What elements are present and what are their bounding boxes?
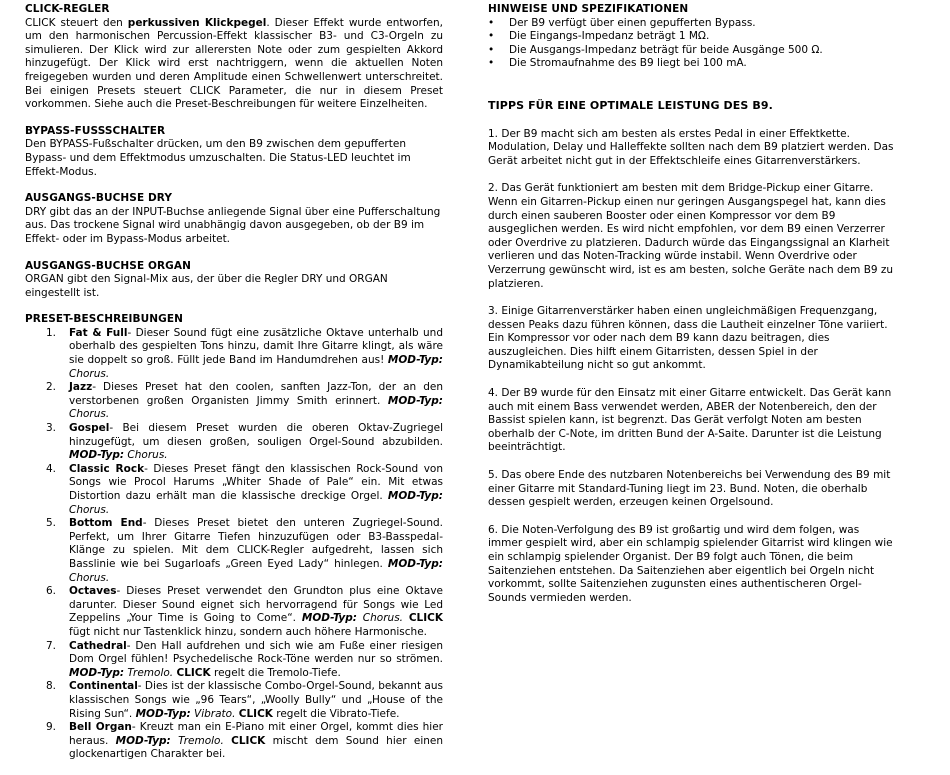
- section-heading: AUSGANGS-BUCHSE DRY: [25, 192, 173, 205]
- click-label: CLICK: [238, 707, 273, 720]
- preset-desc: - Dieses Preset bietet den unteren Zugriegel-Sound. Perfekt, um Ihrer Gitarre Tiefen hinzuzufügen oder B3-Basspedal-Klänge zu spielen. Mit dem CLICK-Regler aufgedreht, lassen sich Basslinie wie bei Sugarloafs „Green Eyed Lady“ hinlegen.: [69, 517, 443, 570]
- tip-item: 2. Das Gerät funktioniert am besten mit dem Bridge-Pickup einer Gitarre. Wenn ein Gitarren-Pickup einen nur geringen Ausgangspegel hat, kann dies durch einen sauberen Booster oder einen Kompressor vor dem B9 ausgeglichen werden. Es wird nicht empfohlen, vor dem B9 einen Verzerrer oder Overdrive zu platzieren. Dadurch würde das Eingangssignal an Klarheit verlieren und das Noten-Tracking würde instabil. Wenn Overdrive oder Verzerrung gewünscht wird, ist es am besten, solche Geräte nach dem B9 zu platzieren.: [488, 182, 894, 290]
- preset-desc-tail: fügt nicht nur Tastenklick hinzu, sondern auch höhere Harmonische.: [69, 625, 427, 638]
- preset-item: [25, 640, 443, 681]
- click-label: CLICK: [231, 734, 266, 747]
- preset-number: 3.: [46, 422, 57, 435]
- click-label: CLICK: [408, 612, 443, 625]
- section-bypass: [25, 125, 443, 179]
- preset-number: 7.: [46, 639, 57, 652]
- preset-desc: - Dieser Sound fügt eine zusätzliche Oktave unterhalb und oberhalb des gespielten Tons hinzu, damit Ihre Gitarre klingt, als wäre sie doppelt so groß. Füllt jede Band im Handumdrehen aus!: [69, 326, 443, 367]
- mod-label: MOD-Typ:: [301, 612, 357, 625]
- spec-text: Die Eingangs-Impedanz beträgt 1 MΩ.: [509, 30, 710, 43]
- preset-item: [25, 463, 443, 517]
- mod-value: Tremolo.: [170, 734, 232, 747]
- preset-desc: - Dieses Preset hat den coolen, sanften Jazz-Ton, der an den verstorbenen großen Organisten Jimmy Smith erinnert.: [69, 381, 443, 407]
- spec-item: [488, 44, 896, 58]
- mod-label: MOD-Typ:: [387, 490, 443, 502]
- spec-list: [488, 17, 896, 71]
- bullet-icon: •: [488, 16, 495, 29]
- mod-label: MOD-Typ:: [387, 557, 443, 570]
- preset-desc: - Kreuzt man ein E-Piano mit einer Orgel, kommt dies hier heraus.: [69, 721, 443, 747]
- section-body: [25, 17, 443, 112]
- spec-text: Die Stromaufnahme des B9 liegt bei 100 mA.: [509, 57, 747, 70]
- preset-name: Classic Rock: [69, 462, 145, 475]
- preset-number: 8.: [46, 680, 57, 693]
- mod-label: MOD-Typ:: [69, 666, 125, 679]
- tip-item: 5. Das obere Ende des nutzbaren Notenbereichs bei Verwendung des B9 mit einer Gitarre mit Standard-Tuning liegt im 23. Bund. Noten, die oberhalb dessen gespielt werden, erzeugen keinen Orgelsound.: [488, 469, 891, 509]
- click-label: CLICK: [176, 666, 211, 679]
- spec-item: [488, 30, 896, 44]
- mod-label: MOD-Typ:: [387, 394, 443, 407]
- preset-name: Jazz: [69, 381, 93, 394]
- preset-name: Bell Organ: [69, 721, 132, 734]
- preset-name: Octaves: [69, 585, 117, 598]
- section-heading: HINWEISE UND SPEZIFIKATIONEN: [488, 3, 689, 15]
- preset-item: [25, 381, 443, 422]
- preset-number: 6.: [46, 585, 57, 598]
- section-body: DRY gibt das an der INPUT-Buchse anliegende Signal über eine Pufferschaltung aus. Das trockene Signal wird unabhängig davon ausgegeben, ob der B9 im Effekt- oder im Bypass-Modus arbeitet.: [25, 205, 441, 245]
- mod-label: MOD-Typ:: [69, 449, 125, 462]
- preset-item: [25, 680, 443, 721]
- mod-value: Chorus.: [356, 612, 409, 625]
- section-organ: [25, 260, 443, 301]
- body-bold-text: perkussiven Klickpegel: [127, 16, 267, 29]
- tip-item: 3. Einige Gitarrenverstärker haben einen ungleichmäßigen Frequenzgang, dessen Peaks dazu führen können, dass die Lautheit einzelner Töne variiert. Ein Kompressor vor oder nach dem B9 kann dazu beitragen, dies auszugleichen. Dies hilft einem Gitarristen, dessen Spiel in der Dynamikabteilung nicht so gut ankommt.: [488, 305, 888, 372]
- section-heading: PRESET-BESCHREIBUNGEN: [25, 313, 184, 326]
- preset-name: Fat & Full: [69, 326, 128, 339]
- mod-label: MOD-Typ:: [135, 707, 191, 720]
- spec-item: [488, 17, 896, 31]
- spec-item: [488, 57, 896, 71]
- preset-name: Gospel: [69, 422, 110, 435]
- mod-label: MOD-Typ:: [115, 734, 171, 747]
- preset-desc: - Den Hall aufdrehen und sich wie am Fuße einer riesigen Dom Orgel fühlen! Psychedelische Rock-Töne werden nur so strömen.: [69, 639, 443, 666]
- section-body: Den BYPASS-Fußschalter drücken, um den B9 zwischen dem gepufferten Bypass- und dem Effektmodus umzuschalten. Die Status-LED leuchtet im Effekt-Modus.: [25, 138, 411, 178]
- preset-number: 9.: [46, 721, 57, 734]
- section-heading: AUSGANGS-BUCHSE ORGAN: [25, 259, 192, 272]
- body-text: CLICK steuert den: [25, 16, 128, 29]
- section-heading: CLICK-REGLER: [25, 3, 110, 15]
- bullet-icon: •: [488, 57, 495, 70]
- preset-name: Bottom End: [69, 517, 143, 530]
- preset-desc-tail: regelt die Tremolo-Tiefe.: [210, 666, 341, 679]
- mod-value: Chorus.: [69, 367, 110, 380]
- preset-number: 4.: [46, 462, 57, 475]
- right-column: [488, 3, 896, 619]
- left-column: [25, 3, 443, 775]
- preset-list: [25, 327, 443, 762]
- mod-label: MOD-Typ:: [387, 354, 443, 367]
- section-presets: [25, 313, 443, 762]
- preset-desc-tail: regelt die Vibrato-Tiefe.: [272, 707, 400, 720]
- preset-item: [25, 721, 443, 762]
- bullet-icon: •: [488, 43, 495, 56]
- tip-item: 4. Der B9 wurde für den Einsatz mit einer Gitarre entwickelt. Das Gerät kann auch mit einem Bass verwendet werden, ABER der Notenbereich, den der Bassist spielen kann, ist begrenzt. Das Gerät verfolgt Noten am besten oberhalb der C-Note, im dritten Bund der A-Saite. Darunter ist die Leistung beeinträchtigt.: [488, 387, 892, 454]
- mod-value: Chorus.: [69, 408, 110, 421]
- preset-item: [25, 327, 443, 381]
- tips-list: [488, 128, 896, 606]
- preset-item: [25, 517, 443, 585]
- preset-desc: - Bei diesem Preset wurden die oberen Oktav-Zugriegel hinzugefügt, um diesen großen, souligen Orgel-Sound abzubilden.: [69, 422, 443, 448]
- mod-value: Chorus.: [69, 503, 110, 516]
- mod-value: Vibrato.: [190, 707, 239, 720]
- bullet-icon: •: [488, 30, 495, 43]
- section-specs: [488, 3, 896, 71]
- body-text: . Dieser Effekt wurde entworfen, um den harmonischen Percussion-Effekt klassischer B3- und C3-Orgeln zu simulieren. Der Klick wird zur allerersten Note oder zum gespielten Akkord hinzugefügt. Der Klick wird erst nachtriggern, wenn die aktuellen Noten freigegeben wurden und deren Amplitude einen Schwellenwert unterschreitet. Bei einigen Presets steuert CLICK Parameter, die nur in diesem Preset vorkommen. Siehe auch die Preset-Beschreibungen für weitere Einzelheiten.: [25, 16, 443, 111]
- preset-item: [25, 585, 443, 639]
- section-body: ORGAN gibt den Signal-Mix aus, der über die Regler DRY und ORGAN eingestellt ist.: [25, 273, 388, 299]
- preset-number: 2.: [46, 381, 57, 394]
- tips-heading: TIPPS FÜR EINE OPTIMALE LEISTUNG DES B9.: [488, 98, 773, 112]
- preset-number: 5.: [46, 517, 57, 530]
- preset-desc-tail: mischt dem Sound hier einen glockenartigen Charakter bei.: [69, 734, 444, 761]
- section-click: [25, 3, 443, 112]
- preset-desc: - Dieses Preset verwendet den Grundton plus eine Oktave darunter. Dieser Sound eignet sich hervorragend für Songs wie Led Zeppelins „Your Time is Going to Come“.: [69, 585, 443, 625]
- tip-item: 1. Der B9 macht sich am besten als erstes Pedal in einer Effektkette. Modulation, Delay und Halleffekte sollten nach dem B9 platziert werden. Das Gerät arbeitet nicht gut in der Effektschleife eines Gitarrenverstärkers.: [488, 127, 894, 167]
- mod-value: Chorus.: [69, 571, 110, 584]
- spec-text: Der B9 verfügt über einen gepufferten Bypass.: [509, 16, 756, 29]
- preset-number: 1.: [46, 326, 57, 339]
- preset-item: [25, 422, 443, 463]
- preset-desc: - Dies ist der klassische Combo-Orgel-Sound, bekannt aus klassischen Songs wie „96 Tears“, „Woolly Bully“ und „House of the Rising Sun“.: [69, 680, 443, 720]
- tip-item: 6. Die Noten-Verfolgung des B9 ist großartig und wird dem folgen, was immer gespielt wird, aber ein schlampig spielender Gitarrist wird klingen wie ein schlampig spielender Organist. Der B9 folgt auch Tönen, die beim Saitenziehen entstehen. Da Saitenziehen aber eigentlich bei Orgeln nicht vorkommt, sollte Saitenziehen zugunsten eines authentischeren Orgel-Sounds vermieden werden.: [488, 523, 893, 604]
- mod-value: Tremolo.: [124, 666, 177, 679]
- preset-name: Continental: [69, 680, 138, 693]
- spec-text: Die Ausgangs-Impedanz beträgt für beide Ausgänge 500 Ω.: [509, 43, 823, 56]
- section-heading: BYPASS-FUSSSCHALTER: [25, 124, 166, 137]
- section-dry: [25, 192, 443, 246]
- preset-desc: - Dieses Preset fängt den klassischen Rock-Sound von Songs wie Procol Harums „Whiter Shade of Pale“ ein. Mit etwas Distortion dazu erhält man die klassische dreckige Orgel.: [69, 462, 444, 502]
- preset-name: Cathedral: [69, 639, 127, 652]
- mod-value: Chorus.: [124, 449, 168, 462]
